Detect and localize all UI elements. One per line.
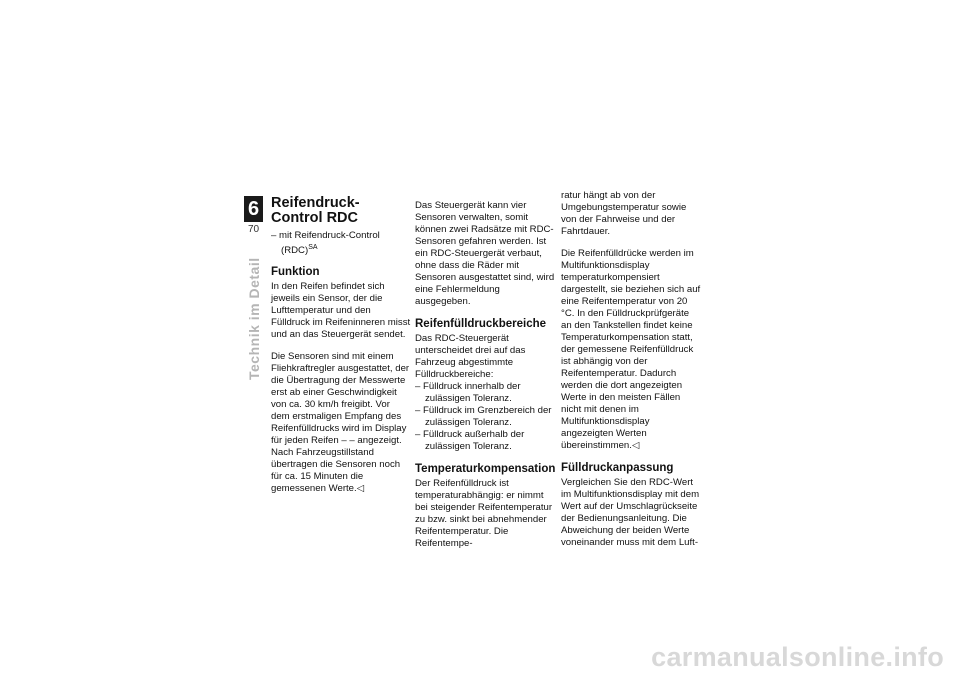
option-text: mit Reifendruck-Control (RDC) [279, 230, 380, 257]
column-1 [271, 196, 411, 505]
heading-bereiche: Reifenfülldruckbereiche [415, 318, 547, 330]
option-item [271, 230, 411, 257]
paragraph: Der Reifenfülldruck ist temperaturabhängig: er nimmt bei steigender Reifentemperatur zu bzw. sinkt bei abnehmender Reifentemperatur. Die Reifentempe- [415, 478, 553, 549]
paragraph: Vergleichen Sie den RDC-Wert im Multifunktionsdisplay mit dem Wert auf der Umschlagrückseite der Bedienungsanleitung. Die Abweichung der beiden Werte voneinander muss mit dem Luft- [561, 477, 700, 548]
paragraph: ratur hängt ab von der Umgebungstemperatur sowie von der Fahrweise und der Fahrtdauer. [561, 190, 687, 237]
heading-anpassung: Fülldruckanpassung [561, 462, 674, 474]
paragraph: Die Reifenfülldrücke werden im Multifunktionsdisplay temperaturkompensiert dargestellt, sie beziehen sich auf eine Reifentemperatur von 20 °C. In den Fülldruckprüfgeräte an den Tankstellen findet keine Temperaturkompensation statt, der gemessene Reifenfülldruck ist abhängig von der Reifentemperatur. Dadurch werden die dort angezeigten Werte in den meisten Fällen nicht mit denen im Multifunktionsdisplay angezeigten Werten übereinstimmen.◁ [561, 248, 701, 451]
watermark: carmanualsonline.info [651, 642, 944, 672]
paragraph: In den Reifen befindet sich jeweils ein Sensor, der die Lufttemperatur und den Fülldruck im Reifeninneren misst und an das Steuergerät sendet. [271, 281, 411, 341]
list-item: – Fülldruck im Grenzbereich der zulässigen Toleranz. [415, 405, 552, 428]
chapter-number: 6 [244, 196, 263, 222]
column-3 [561, 190, 701, 559]
heading-funktion: Funktion [271, 266, 320, 279]
bereiche-list [415, 381, 555, 453]
page-number: 70 [247, 224, 260, 235]
paragraph: Das RDC-Steuergerät unterscheidet drei auf das Fahrzeug abgestimmte Fülldruckbereiche: [415, 333, 526, 380]
paragraph: Die Sensoren sind mit einem Fliehkraftregler ausgestattet, der die Übertragung der Messwerte erst ab einer Geschwindigkeit von ca. 30 km/h freigibt. Vor dem erstmaligen Empfang des Reifenfülldrucks wird im Display für jeden Reifen – – angezeigt. Nach Fahrzeugstillstand übertragen die Sensoren noch für ca. 15 Minuten die gemessenen Werte.◁ [271, 351, 410, 495]
option-sup: SA [308, 244, 318, 251]
list-item: – Fülldruck außerhalb der zulässigen Toleranz. [415, 429, 525, 452]
list-item: – Fülldruck innerhalb der zulässigen Toleranz. [415, 381, 521, 404]
column-2 [415, 200, 555, 560]
section-title: Technik im Detail [246, 257, 262, 380]
heading-rdc: Reifendruck-Control RDC [271, 195, 360, 226]
dash-mark: – [271, 230, 277, 241]
heading-temperatur: Temperaturkompensation [415, 463, 556, 475]
paragraph: Das Steuergerät kann vier Sensoren verwalten, somit können zwei Radsätze mit RDC-Sensoren gefahren werden. Ist ein RDC-Steuergerät verbaut, ohne dass die Räder mit Sensoren ausgestattet sind, wird eine Fehlermeldung ausgegeben. [415, 200, 555, 307]
